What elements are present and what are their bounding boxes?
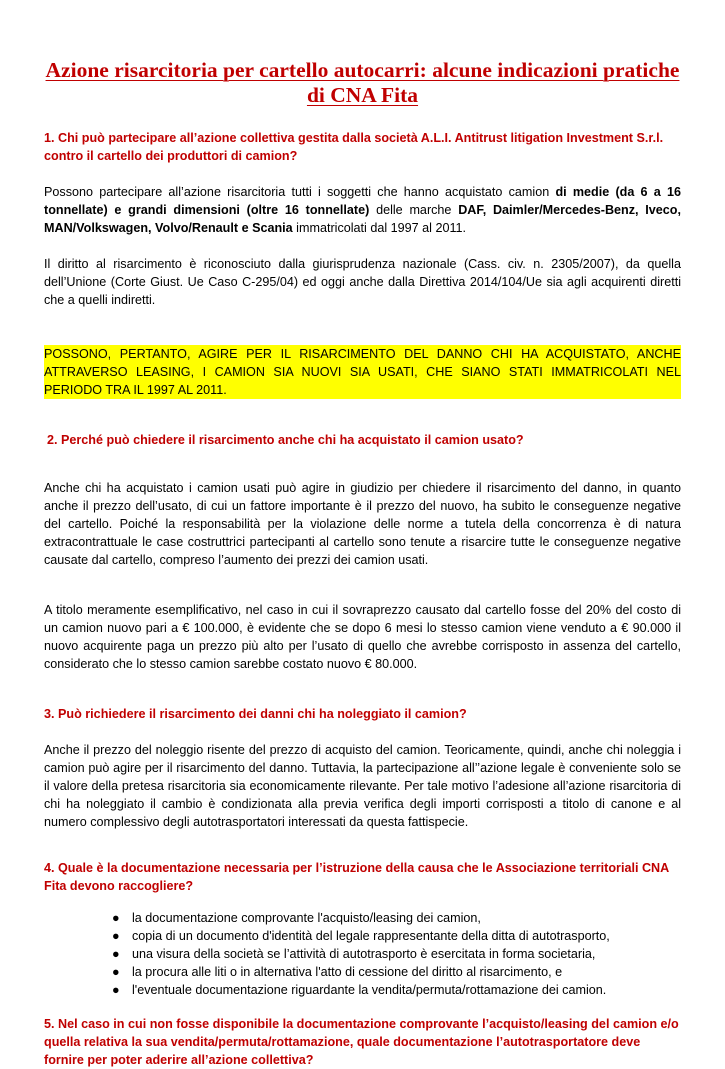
s1p1-bold-sizes: di medie (da 6 a 16 tonnellate) e grandi dimensioni (oltre 16 tonnellate): [44, 185, 681, 217]
s1p1-text-c: delle marche: [369, 203, 459, 217]
highlighted-notice: POSSONO, PERTANTO, AGIRE PER IL RISARCIMENTO DEL DANNO CHI HA ACQUISTATO, ANCHE ATTRAVERSO LEASING, I CAMION SIA NUOVI SIA USATI, CHE SIANO STATI IMMATRICOLATI NEL PERIODO TRA IL 1997 AL 2011.: [44, 347, 681, 397]
list-item-text: l'eventuale documentazione riguardante la vendita/permuta/rottamazione dei camion.: [132, 983, 607, 997]
document-page: [44, 0, 681, 1069]
list-item: [112, 981, 681, 999]
section1-paragraph-1: [44, 183, 681, 237]
bullet-icon: ●: [112, 947, 120, 961]
question-5: 5. Nel caso in cui non fosse disponibile la documentazione comprovante l’acquisto/leasing del camion e/o quella relativa la sua vendita/permuta/rottamazione, quale documentazione l’autotrasportatore deve fornire per poter aderire all’azione collettiva?: [44, 1017, 679, 1067]
list-item-text: la procura alle liti o in alternativa l'atto di cessione del diritto al risarcimento, e: [132, 965, 563, 979]
bullet-icon: ●: [112, 983, 120, 997]
question-3: 3. Può richiedere il risarcimento dei danni chi ha noleggiato il camion?: [44, 707, 467, 721]
section1-paragraph-2: Il diritto al risarcimento è riconosciuto dalla giurisprudenza nazionale (Cass. civ. n. 2305/2007), da quella dell’Unione (Corte Giust. Ue Caso C-295/04) ed oggi anche dalla Direttiva 2014/104/Ue sia agli acquirenti diretti che a quelli indiretti.: [44, 257, 681, 307]
page-title: Azione risarcitoria per cartello autocarri: alcune indicazioni pratiche di CNA Fita: [45, 58, 680, 107]
list-item: [112, 963, 681, 981]
list-item: [112, 927, 681, 945]
question-2: 2. Perché può chiedere il risarcimento anche chi ha acquistato il camion usato?: [47, 433, 524, 447]
list-item: [112, 909, 681, 927]
s1p1-bold-brands: DAF, Daimler/Mercedes-Benz, Iveco, MAN/Volkswagen, Volvo/Renault e Scania: [44, 203, 681, 235]
section2-paragraph-1: Anche chi ha acquistato i camion usati può agire in giudizio per chiedere il risarcimento del danno, in quanto anche il prezzo dell’usato, di cui un fattore importante è il prezzo del nuovo, ha subito le conseguenze negative del cartello. Poiché la responsabilità per la violazione delle norme a tutela della concorrenza è di natura extracontrattuale le case costruttrici partecipanti al cartello sono tenute a risarcire tutte le conseguenze negative causate dal cartello, compreso l’aumento dei prezzi dei camion usati.: [44, 481, 681, 567]
section3-paragraph-1: Anche il prezzo del noleggio risente del prezzo di acquisto del camion. Teoricamente, quindi, anche chi noleggia i camion può agire per il risarcimento del danno. Tuttavia, la partecipazione all’’azione legale è conveniente solo se il valore della pretesa risarcitoria sia economicamente rilevante. Per tale motivo l’adesione all’azione risarcitoria di chi ha noleggiato il cambio è condizionata alla previa verifica degli importi corrisposti a titolo di canone e al numero complessivo degli autotrasportatori interessati da questa fattispecie.: [44, 743, 681, 829]
documentation-list: [44, 909, 681, 999]
s1p1-text-e: immatricolati dal 1997 al 2011.: [292, 221, 467, 235]
list-item-text: copia di un documento d'identità del legale rappresentante della ditta di autotrasporto,: [132, 929, 610, 943]
list-item-text: una visura della società se l’attività di autotrasporto è esercitata in forma societaria,: [132, 947, 596, 961]
list-item: [112, 945, 681, 963]
question-1: 1. Chi può partecipare all’azione collettiva gestita dalla società A.L.I. Antitrust litigation Investment S.r.l. contro il cartello dei produttori di camion?: [44, 131, 664, 163]
list-item-text: la documentazione comprovante l'acquisto/leasing dei camion,: [132, 911, 481, 925]
section2-paragraph-2: A titolo meramente esemplificativo, nel caso in cui il sovraprezzo causato dal cartello fosse del 20% del costo di un camion nuovo pari a € 100.000, è evidente che se dopo 6 mesi lo stesso camion viene venduto a € 90.000 il nuovo acquirente paga un prezzo più alto per l’usato di quello che avrebbe corrisposto in assenza del cartello, considerato che lo stesso camion sarebbe costato nuovo € 80.000.: [44, 603, 681, 671]
bullet-icon: ●: [112, 911, 120, 925]
bullet-icon: ●: [112, 929, 120, 943]
s1p1-text-a: Possono partecipare all’azione risarcitoria tutti i soggetti che hanno acquistato camion: [44, 185, 556, 199]
bullet-icon: ●: [112, 965, 120, 979]
question-4: 4. Quale è la documentazione necessaria per l’istruzione della causa che le Associazione territoriali CNA Fita devono raccogliere?: [44, 861, 669, 893]
